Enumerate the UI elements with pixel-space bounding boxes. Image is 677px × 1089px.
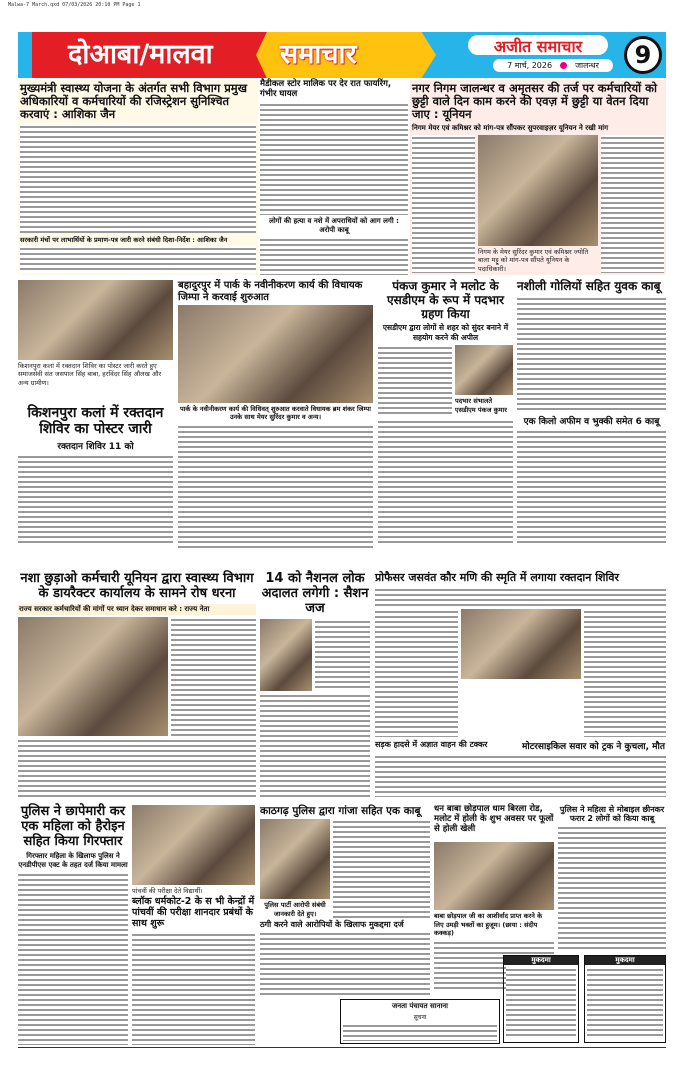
- headline: ब्लॉक धर्मकोट-2 के स भी केन्द्रों में पांचवीं की परीक्षा शानदार प्रबंधों के साथ शुरू: [132, 896, 255, 930]
- body-text: [171, 617, 256, 736]
- body-text: [18, 738, 256, 797]
- headline: पुलिस ने छापेमारी कर एक महिला को हैरोइन सहित किया गिरफ्तार: [20, 804, 126, 849]
- headline: काठगढ़ पुलिस द्वारा गांजा सहित एक काबू: [260, 805, 421, 817]
- subhead: राज्य सरकार कर्मचारियों की मांगों पर ध्यान देकर समाधान करे : राज्य नेता: [18, 604, 256, 615]
- photo: [478, 135, 598, 246]
- body-text: [584, 609, 667, 738]
- subhead: एक किलो अफीम व भुक्की समेत 6 काबू: [523, 416, 660, 427]
- ad-title: मुकदमा: [504, 956, 578, 965]
- ad-title: मुकदमा: [585, 956, 665, 965]
- story-7: [378, 280, 513, 545]
- notice-title: जनता पंचायत सानाना: [392, 1002, 448, 1010]
- story-3: [410, 80, 666, 275]
- date: 7 मार्च, 2026: [507, 61, 553, 70]
- ad-text: [587, 967, 663, 1039]
- story-9: [18, 572, 256, 797]
- story-12: [18, 805, 128, 1045]
- body-text: [375, 609, 458, 738]
- body-text: [18, 454, 173, 545]
- notice-text: [343, 1023, 497, 1041]
- headline: 14 को नैशनल लोक अदालत लगेगी : सैशन जज: [261, 571, 369, 616]
- body-text: [517, 296, 666, 412]
- body-text: [18, 872, 128, 1045]
- paper-name: अजीत समाचार: [468, 35, 608, 55]
- body-text: [375, 587, 666, 607]
- story-1: [18, 80, 258, 275]
- public-notice: [340, 999, 500, 1044]
- print-slug: Malwa-7 March.qxd 07/03/2026 20:10 PM Page 1: [8, 2, 141, 8]
- body-text: [132, 932, 255, 1045]
- story-13: [132, 805, 255, 1045]
- subhead: लोगों की हत्या व नशे में अपराधियों को आग लगी : अरोपी काबू: [269, 217, 399, 235]
- body-text: [517, 429, 666, 545]
- notice-sub: सूचना: [413, 1014, 427, 1021]
- headline: मैडीकल स्टोर मालिक पर देर रात फायरिंग, गंभीर घायल: [260, 79, 392, 99]
- body-text: [315, 619, 370, 691]
- photo: [260, 619, 312, 691]
- masthead-banner: [18, 32, 666, 78]
- body-text: [260, 931, 430, 995]
- headline: नगर निगम जालन्धर व अमृतसर की तर्ज पर कर्मचारियों को छुट्टी वाले दिन काम करने की एवज़ में छुट्टी या वेतन दिया जाए : यूनियन: [412, 81, 657, 122]
- photo: [260, 819, 330, 899]
- headline: पंकज कुमार ने मलोट के एसडीएम के रूप में पदभार ग्रहण किया: [387, 279, 504, 321]
- photo: [18, 280, 173, 360]
- body-text: [601, 135, 664, 273]
- subhead: गिरफ्तार महिला के खिलाफ पुलिस ने एनडीपीएस एक्ट के तहत दर्ज किया मामला: [18, 851, 128, 869]
- photo-caption: पुलिस पार्टी आरोपी संबंधी जानकारी देते हुए।: [264, 901, 326, 918]
- story-6: [18, 405, 173, 545]
- story-4: [18, 280, 173, 400]
- classified-ad: [584, 955, 666, 1043]
- body-text: [333, 819, 430, 918]
- body-text: [260, 693, 370, 797]
- photo: [455, 345, 513, 395]
- photo-caption: पदभार संभालते एसडीएम पंकज कुमार: [455, 397, 507, 414]
- story-11: [375, 572, 666, 797]
- dateline: [493, 59, 613, 72]
- photo-caption: निगम के मेयर सुरिंदर कुमार एवं कमिश्नर ज्योति बाला मट्टू को मांग-पत्र सौंपते यूनियन के पदाधिकारी।: [478, 247, 589, 273]
- body-text: [378, 345, 452, 417]
- photo: [132, 805, 255, 885]
- photo: [461, 609, 581, 679]
- photo-caption: बाबा छोड़पाल जी का आशीर्वाद प्राप्त करने के लिए उमड़ी भक्तों का हुजूम। (छाया : संदीप कक्कड़): [434, 912, 543, 938]
- subhead: निगम मेयर एवं कमिश्नर को मांग-पत्र सौंपकर सुपरवाइज़र यूनियन ने रखी मांग: [412, 123, 609, 132]
- body-text: [412, 135, 475, 273]
- bottom-rule: [18, 1047, 666, 1048]
- ad-text: [506, 967, 576, 1039]
- subhead: ठगी करने वाले आरोपियों के खिलाफ मुकद्दमा दर्ज: [260, 919, 404, 929]
- photo-caption: पांचवीं की परीक्षा देते विद्यार्थी।: [132, 887, 203, 895]
- body-text: [558, 825, 666, 951]
- story-14: [260, 805, 430, 995]
- body-text: [20, 124, 256, 233]
- story-10: [260, 572, 370, 797]
- story-2: [260, 80, 408, 275]
- photo-caption: किशनपुरा कलां में रक्तदान शिविर का पोस्टर जारी करते हुए समाजसेवी संत जसपाल सिंह बाबा, हरविंदर सिंह औलख और अन्य ग्रामीण।: [18, 362, 162, 387]
- subhead: रक्तदान शिविर 11 को: [57, 442, 134, 453]
- photo: [178, 305, 373, 403]
- subhead: एसडीएम द्वारा लोगों से शहर को सुंदर बनाने में सहयोग करने की अपील: [382, 323, 509, 343]
- section-title: दोआबा/मालवा: [68, 39, 213, 70]
- subhead: सरकारी मंचों पर लाभार्थियों के प्रमाण-पत्र जारी करने संबंधी दिशा-निर्देश : आशिका जैन: [20, 235, 228, 244]
- subhead: मोटरसाइकिल सवार को ट्रक ने कुचला, मौत: [522, 742, 666, 753]
- headline: प्रोफैसर जसवंत कौर मणि की स्मृति में लगाया रक्तदान शिविर: [375, 571, 619, 584]
- photo: [18, 617, 168, 736]
- photo: [434, 842, 554, 910]
- headline: नशीली गोलियों सहित युवक काबू: [517, 279, 661, 293]
- classified-ad: [503, 955, 579, 1043]
- story-5: [178, 280, 373, 550]
- body-text: [260, 102, 408, 216]
- body-text: [178, 424, 373, 550]
- section-title-2: समाचार: [280, 39, 357, 70]
- headline: नशा छुड़ाओ कर्मचारी यूनियन द्वारा स्वास्थ्य विभाग के डायरैक्टर कार्यालय के सामने रोष धरना: [20, 571, 254, 601]
- headline: धन बाबा छोड़पाल धाम बिरला रोड, मलोट में होली के शुभ अवसर पर फूलों से होली खेली: [434, 804, 554, 834]
- body-text: [260, 237, 408, 275]
- dot-icon: [560, 62, 567, 69]
- city: जालन्धर: [575, 61, 599, 70]
- page-number: 9: [624, 36, 662, 74]
- story-16: [558, 805, 666, 951]
- headline: बहादुरपुर में पार्क के नवीनीकरण कार्य की विधायक जिम्पा ने करवाई शुरुआत: [178, 280, 363, 303]
- headline: किशनपुरा कलां में रक्तदान शिविर का पोस्टर जारी: [27, 405, 164, 438]
- body-text: [20, 246, 256, 273]
- body-text: [375, 754, 666, 797]
- photo-caption: पार्क के नवीनीकरण कार्य की विधिवत् शुरुआत करवाते विधायक ब्रम शंकर जिम्पा उनके साथ मेयर सुरिंदर कुमार व अन्य।: [180, 405, 371, 422]
- headline: मुख्यमंत्री स्वास्थ्य योजना के अंतर्गत सभी विभाग प्रमुख अधिकारियों व कर्मचारियों की रजिस्ट्रेशन सुनिश्चित करवाएं : आशिका जैन: [20, 81, 248, 122]
- subhead: सड़क हादसे में अज्ञात वाहन की टक्कर: [375, 740, 488, 750]
- story-8: [517, 280, 666, 545]
- body-text: [378, 419, 513, 545]
- headline: पुलिस ने महिला से मोबाइल छीनकर फरार 2 लोगों को किया काबू: [559, 805, 665, 824]
